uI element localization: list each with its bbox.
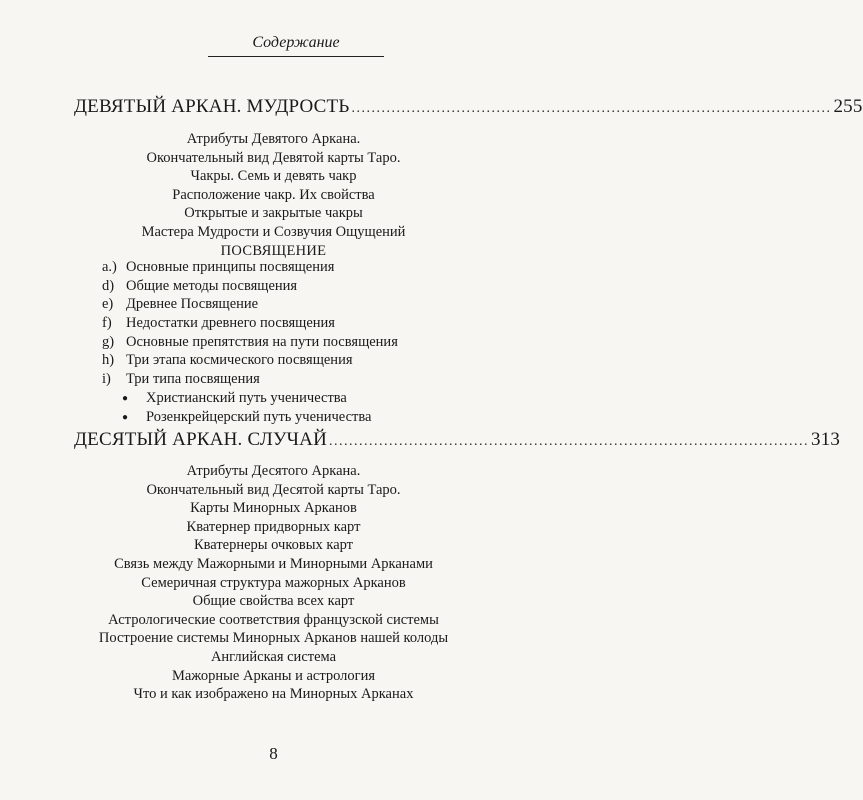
- toc-topic: Общие свойства всех карт: [192, 593, 355, 610]
- bullet-icon: ●: [122, 412, 129, 423]
- toc-topic: Кватернеры очковых карт: [193, 537, 354, 554]
- list-item: [102, 258, 502, 277]
- list-marker: h): [102, 352, 115, 369]
- list-marker: e): [102, 296, 114, 313]
- leader-dots: ................................................................................................: [351, 101, 832, 116]
- chapter-title: ДЕСЯТЫЙ АРКАН. СЛУЧАЙ: [74, 429, 327, 450]
- toc-topic: Карты Минорных Арканов: [190, 500, 357, 517]
- running-header: Содержание: [208, 34, 384, 57]
- toc-topic: Английская система: [210, 648, 337, 665]
- list-item-text: Основные препятствия на пути посвящения: [126, 333, 398, 350]
- toc-topic: Семеричная структура мажорных Арканов: [141, 574, 406, 591]
- list-marker: f): [102, 315, 112, 332]
- list-item: [102, 314, 502, 333]
- bullet-text: Розенкрейцерский путь ученичества: [146, 409, 372, 425]
- chapter-10-topics: [0, 462, 547, 704]
- toc-topic: Связь между Мажорными и Минорными Арканами: [114, 555, 433, 572]
- chapter-9-topics: [0, 130, 547, 260]
- toc-topic: Мастера Мудрости и Созвучия Ощущений: [141, 223, 406, 240]
- list-item: [102, 351, 502, 370]
- list-item: [102, 295, 502, 314]
- toc-topic: Чакры. Семь и девять чакр: [190, 168, 357, 185]
- list-item-text: Основные принципы посвящения: [126, 259, 335, 275]
- list-marker: d): [102, 277, 115, 294]
- list-item-text: Три этапа космического посвящения: [126, 352, 353, 369]
- list-item-text: Общие методы посвящения: [126, 277, 298, 294]
- toc-topic: Что и как изображено на Минорных Арканах: [133, 686, 414, 703]
- list-item-text: Недостатки древнего посвящения: [126, 315, 335, 332]
- toc-topic: Расположение чакр. Их свойства: [172, 186, 375, 203]
- chapter-page-number: 313: [811, 429, 841, 450]
- bullet-text: Христианский путь ученичества: [146, 390, 347, 406]
- apprenticeship-bullets: [122, 389, 502, 427]
- bullet-item: [122, 389, 502, 408]
- bullet-icon: ●: [122, 393, 129, 404]
- list-item: [102, 333, 502, 352]
- leader-dots: ................................................................................................: [329, 434, 809, 449]
- bullet-item: [122, 408, 502, 427]
- list-item-text: Древнее Посвящение: [126, 296, 259, 313]
- toc-topic: Окончательный вид Девятой карты Таро.: [146, 149, 401, 166]
- list-marker: i): [102, 371, 111, 388]
- toc-topic: Мажорные Арканы и астрология: [171, 667, 376, 684]
- chapter-page-number: 255: [833, 96, 863, 117]
- toc-topic: Открытые и закрытые чакры: [184, 205, 363, 222]
- toc-topic: Кватернер придворных карт: [186, 518, 361, 535]
- toc-topic: Окончательный вид Десятой карты Таро.: [146, 481, 401, 498]
- toc-topic: Атрибуты Десятого Аркана.: [186, 463, 361, 479]
- chapter-title: ДЕВЯТЫЙ АРКАН. МУДРОСТЬ: [74, 96, 350, 117]
- page-number: 8: [269, 744, 278, 763]
- list-marker: g): [102, 333, 115, 350]
- list-item: [102, 370, 502, 389]
- initiation-list: [102, 258, 502, 389]
- list-item-text: Три типа посвящения: [126, 371, 260, 388]
- toc-topic: Атрибуты Девятого Аркана.: [186, 131, 361, 147]
- toc-topic: Астрологические соответствия французской системы: [108, 611, 439, 628]
- list-item: [102, 277, 502, 296]
- chapter-heading-10: [74, 429, 841, 451]
- list-marker: a.): [102, 259, 117, 275]
- chapter-heading-9: [74, 96, 863, 118]
- toc-topic: Построение системы Минорных Арканов нашей колоды: [98, 630, 449, 647]
- toc-subheading: ПОСВЯЩЕНИЕ: [220, 242, 327, 259]
